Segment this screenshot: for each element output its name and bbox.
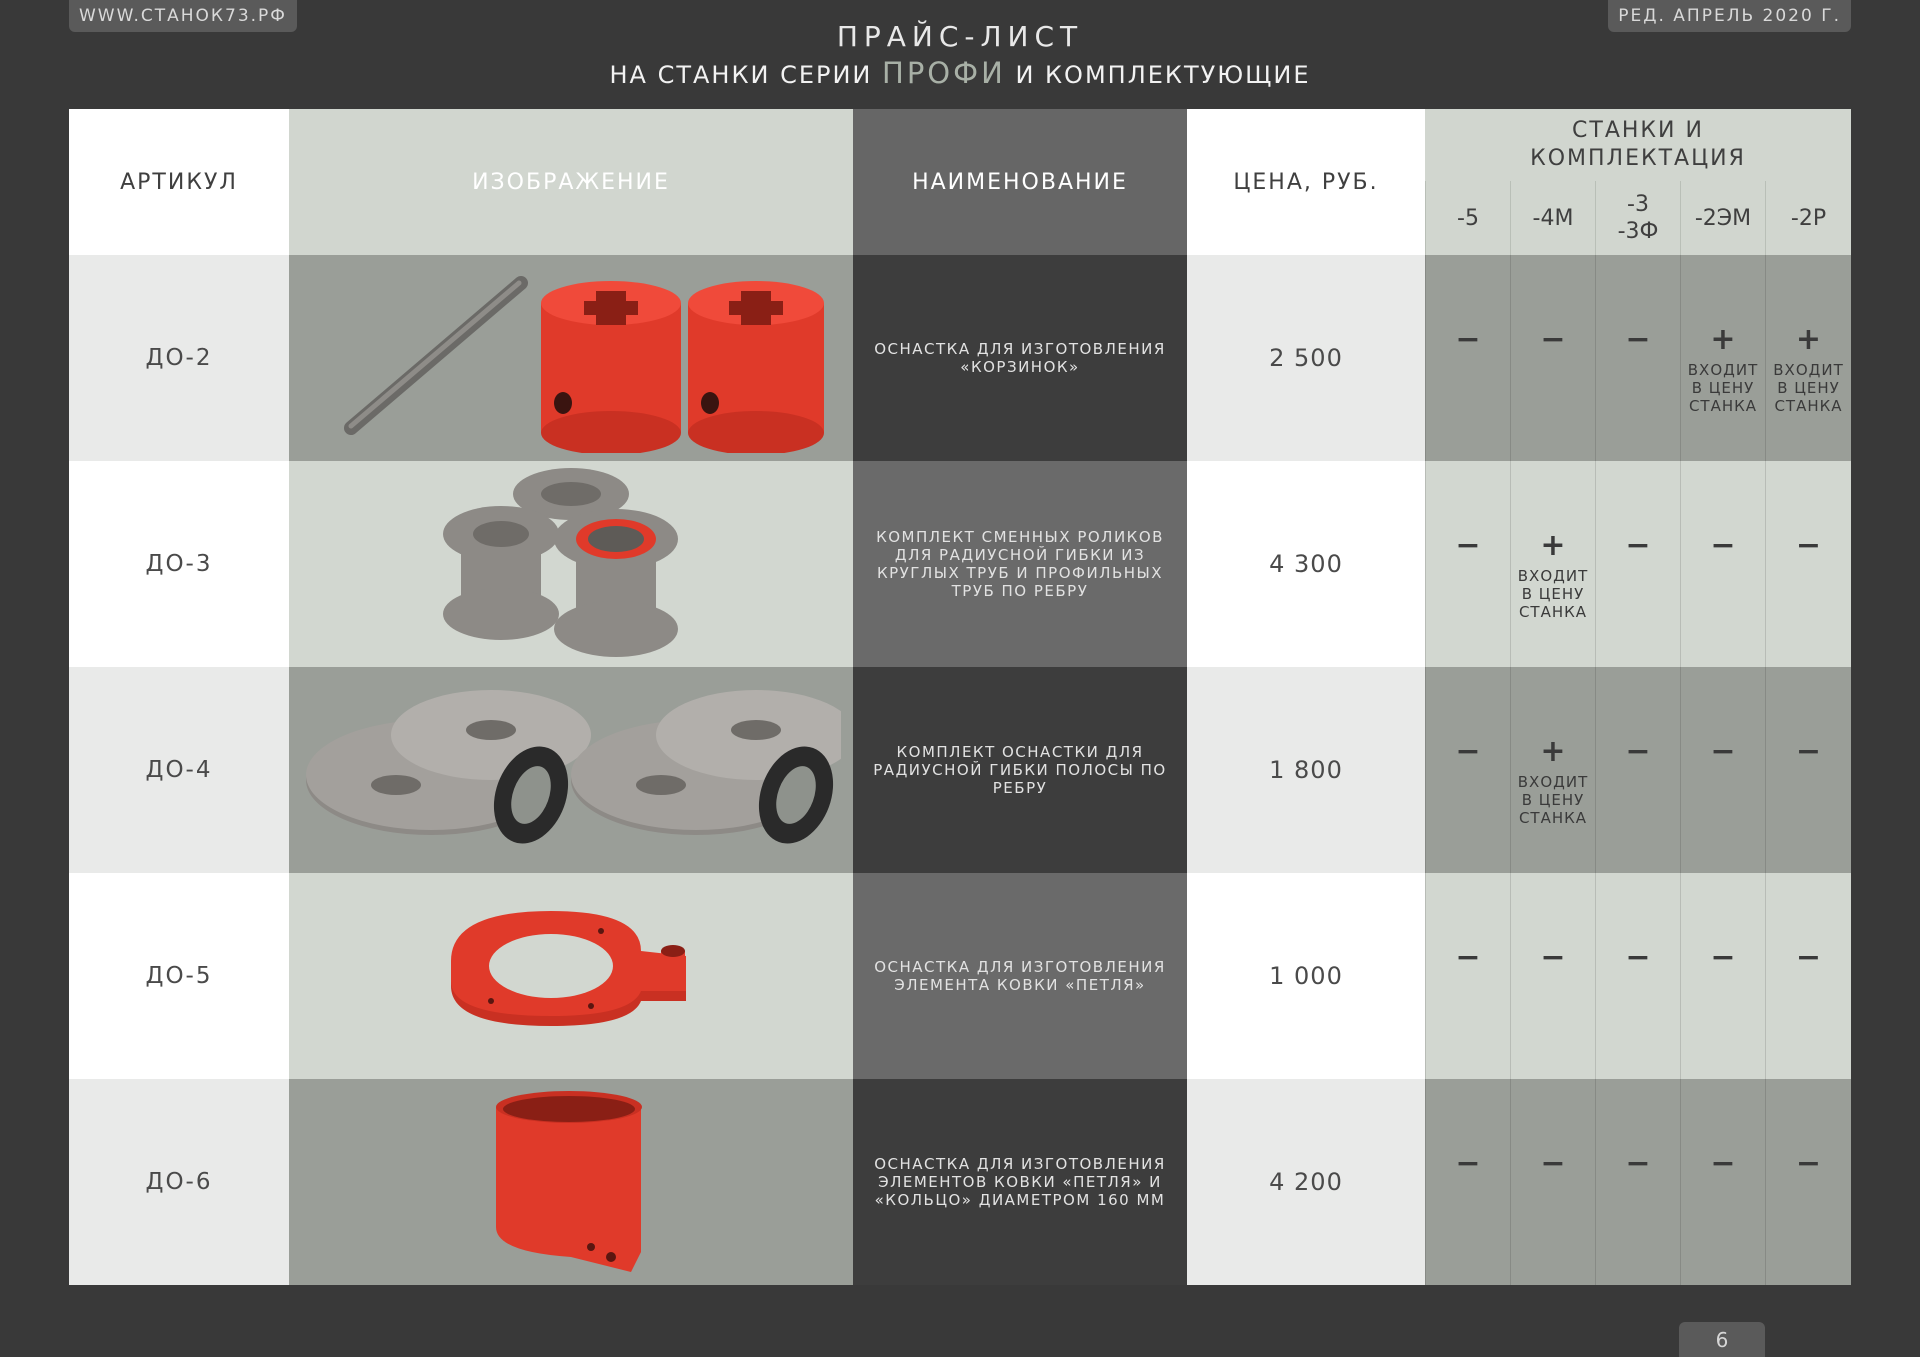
minus-icon: −: [1710, 940, 1736, 975]
minus-icon: −: [1540, 1146, 1566, 1181]
site-url[interactable]: WWW.СТАНОК73.РФ: [69, 0, 297, 32]
header-model: -2Р: [1765, 181, 1851, 255]
availability-cell: [1680, 255, 1765, 461]
availability-cell: [1595, 873, 1680, 1079]
minus-icon: −: [1455, 528, 1481, 563]
availability-cell: [1765, 873, 1851, 1079]
availability-cell: [1680, 461, 1765, 667]
minus-icon: −: [1455, 322, 1481, 357]
minus-icon: −: [1710, 528, 1736, 563]
header-model-label: -3 -3Ф: [1617, 192, 1659, 244]
plus-icon: +: [1540, 734, 1566, 769]
availability-cell: [1425, 255, 1510, 461]
minus-icon: −: [1795, 1146, 1822, 1181]
availability-cell: [1425, 461, 1510, 667]
table-row: [69, 873, 1851, 1079]
page-subtitle: [0, 56, 1920, 90]
subtitle-pre: НА СТАНКИ СЕРИИ: [609, 61, 873, 89]
availability-cell: [1510, 873, 1595, 1079]
price-cell: 2 500: [1187, 255, 1425, 461]
header-article: АРТИКУЛ: [69, 109, 289, 255]
plus-icon: +: [1710, 322, 1736, 357]
name-cell: КОМПЛЕКТ СМЕННЫХ РОЛИКОВ ДЛЯ РАДИУСНОЙ ГИБКИ ИЗ КРУГЛЫХ ТРУБ И ПРОФИЛЬНЫХ ТРУБ ПО РЕБРУ: [853, 461, 1187, 667]
minus-icon: −: [1795, 734, 1822, 769]
minus-icon: −: [1710, 1146, 1736, 1181]
plus-icon: +: [1540, 528, 1566, 563]
availability-cell: [1425, 667, 1510, 873]
table-row: [69, 461, 1851, 667]
availability-cell: [1680, 1079, 1765, 1285]
availability-cell: [1680, 667, 1765, 873]
header-name: НАИМЕНОВАНИЕ: [853, 109, 1187, 255]
table-row: [69, 667, 1851, 873]
availability-cell: [1765, 667, 1851, 873]
availability-cell: [1425, 873, 1510, 1079]
availability-cell: [1595, 255, 1680, 461]
article-cell: ДО-2: [69, 255, 289, 461]
included-note: ВХОДИТ В ЦЕНУ СТАНКА: [1773, 361, 1844, 415]
availability-cell: [1595, 667, 1680, 873]
article-cell: ДО-5: [69, 873, 289, 1079]
header-machines-label: СТАНКИ И КОМПЛЕКТАЦИЯ: [1530, 118, 1746, 171]
minus-icon: −: [1625, 734, 1651, 769]
header-model: -5: [1425, 181, 1510, 255]
minus-icon: −: [1540, 322, 1566, 357]
minus-icon: −: [1710, 734, 1736, 769]
roller-pair-icon: [289, 255, 853, 461]
minus-icon: −: [1625, 322, 1651, 357]
article-cell: ДО-3: [69, 461, 289, 667]
price-cell: 4 300: [1187, 461, 1425, 667]
minus-icon: −: [1540, 940, 1566, 975]
price-table: [69, 109, 1851, 1283]
minus-icon: −: [1625, 528, 1651, 563]
availability-cell: [1425, 1079, 1510, 1285]
availability-cell: [1765, 1079, 1851, 1285]
header-price: ЦЕНА, РУБ.: [1187, 109, 1425, 255]
page-title: ПРАЙС-ЛИСТ: [836, 20, 1084, 53]
minus-icon: −: [1455, 1146, 1481, 1181]
article-cell: ДО-4: [69, 667, 289, 873]
name-cell: КОМПЛЕКТ ОСНАСТКИ ДЛЯ РАДИУСНОЙ ГИБКИ ПОЛОСЫ ПО РЕБРУ: [853, 667, 1187, 873]
price-cell: 4 200: [1187, 1079, 1425, 1285]
minus-icon: −: [1455, 940, 1481, 975]
header-model: -2ЭМ: [1680, 181, 1765, 255]
minus-icon: −: [1795, 528, 1822, 563]
subtitle-post: И КОМПЛЕКТУЮЩИЕ: [1015, 61, 1311, 89]
included-note: ВХОДИТ В ЦЕНУ СТАНКА: [1517, 773, 1589, 827]
discs-set-icon: [289, 667, 853, 873]
availability-cell: [1680, 873, 1765, 1079]
name-cell: ОСНАСТКА ДЛЯ ИЗГОТОВЛЕНИЯ ЭЛЕМЕНТА КОВКИ «ПЕТЛЯ»: [853, 873, 1187, 1079]
availability-cell: [1765, 255, 1851, 461]
cylinder-mandrel-icon: [289, 1079, 853, 1285]
name-cell: ОСНАСТКА ДЛЯ ИЗГОТОВЛЕНИЯ ЭЛЕМЕНТОВ КОВКИ «ПЕТЛЯ» И «КОЛЬЦО» ДИАМЕТРОМ 160 ММ: [853, 1079, 1187, 1285]
header-machines: [1425, 109, 1851, 181]
availability-cell: [1510, 667, 1595, 873]
table-row: [69, 1079, 1851, 1285]
header-image: ИЗОБРАЖЕНИЕ: [289, 109, 853, 255]
minus-icon: −: [1455, 734, 1481, 769]
included-note: ВХОДИТ В ЦЕНУ СТАНКА: [1517, 567, 1589, 621]
table-row: [69, 255, 1851, 461]
rollers-set-icon: [289, 461, 853, 667]
availability-cell: [1510, 461, 1595, 667]
name-cell: ОСНАСТКА ДЛЯ ИЗГОТОВЛЕНИЯ «КОРЗИНОК»: [853, 255, 1187, 461]
page-number: 6: [1679, 1322, 1765, 1357]
header-model: [1595, 181, 1680, 255]
ring-plate-icon: [289, 873, 853, 1079]
availability-cell: [1510, 1079, 1595, 1285]
price-cell: 1 800: [1187, 667, 1425, 873]
price-cell: 1 000: [1187, 873, 1425, 1079]
plus-icon: +: [1795, 322, 1822, 357]
minus-icon: −: [1625, 1146, 1651, 1181]
availability-cell: [1510, 255, 1595, 461]
minus-icon: −: [1795, 940, 1822, 975]
edition-date: РЕД. АПРЕЛЬ 2020 Г.: [1608, 0, 1851, 32]
subtitle-accent: ПРОФИ: [882, 56, 1006, 90]
minus-icon: −: [1625, 940, 1651, 975]
availability-cell: [1595, 461, 1680, 667]
availability-cell: [1595, 1079, 1680, 1285]
article-cell: ДО-6: [69, 1079, 289, 1285]
availability-cell: [1765, 461, 1851, 667]
header-model: -4М: [1510, 181, 1595, 255]
included-note: ВХОДИТ В ЦЕНУ СТАНКА: [1687, 361, 1759, 415]
